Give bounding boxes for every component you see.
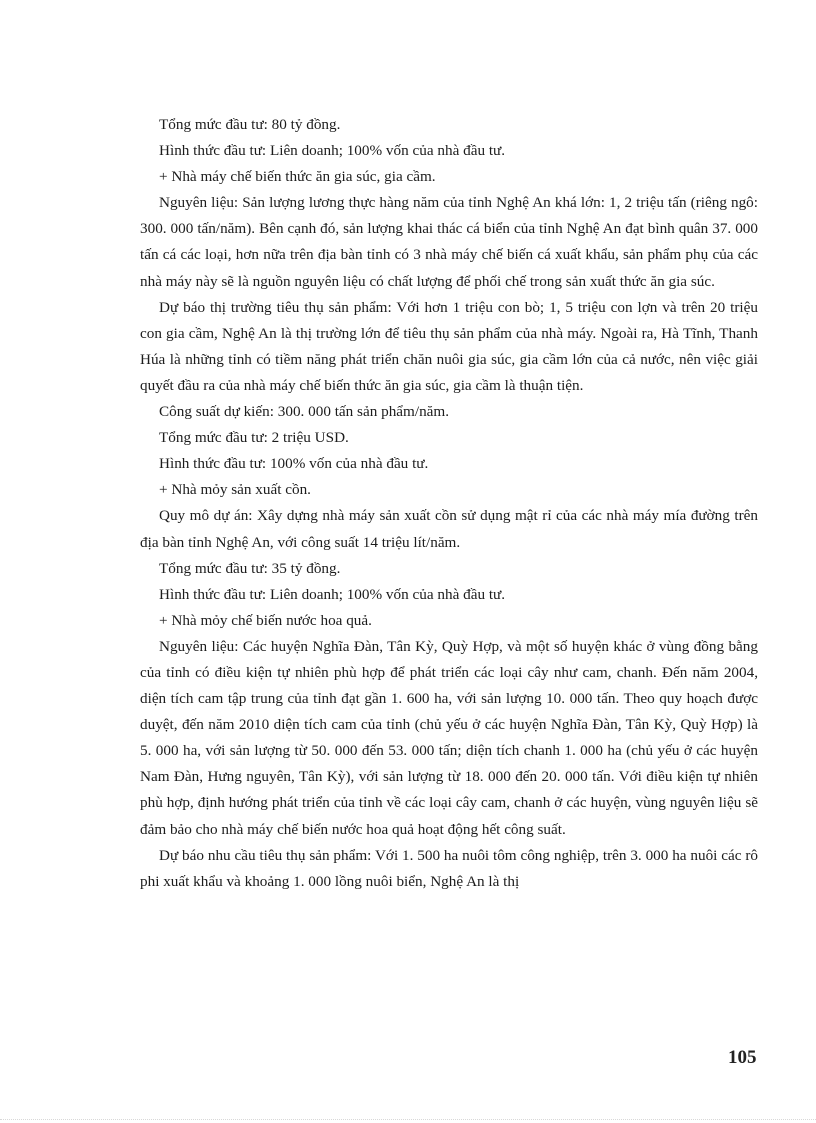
paragraph: Dự báo thị trường tiêu thụ sản phẩm: Với hơn 1 triệu con bò; 1, 5 triệu con lợn và trên 20 triệu con gia cầm, Nghệ An là thị trường lớn để tiêu thụ sản phẩm của nhà máy. Ngoài ra, Hà Tĩnh, Thanh Húa là những tỉnh có tiềm năng phát triển chăn nuôi gia súc, gia cầm lớn của cả nước, nên việc giải quyết đầu ra của nhà máy chế biến thức ăn gia súc, gia cầm là thuận tiện. — [140, 298, 758, 394]
paragraph: Tổng mức đầu tư: 2 triệu USD. — [159, 429, 349, 447]
paragraph: Công suất dự kiến: 300. 000 tấn sản phẩm/năm. — [159, 403, 450, 421]
paragraph: Tổng mức đầu tư: 35 tỷ đồng. — [159, 559, 341, 577]
paragraph: Dự báo nhu cầu tiêu thụ sản phẩm: Với 1. 500 ha nuôi tôm công nghiệp, trên 3. 000 ha nuôi các rô phi xuất khẩu và khoảng 1. 000 lồng nuôi biển, Nghệ An là thị — [140, 846, 758, 890]
paragraph: + Nhà máy chế biến thức ăn gia súc, gia cầm. — [159, 168, 436, 186]
paragraph: Hình thức đầu tư: Liên doanh; 100% vốn của nhà đầu tư. — [159, 585, 506, 603]
paragraph: + Nhà mỏy sản xuất cồn. — [159, 481, 311, 499]
paragraph: + Nhà mỏy chế biến nước hoa quả. — [159, 611, 372, 629]
paragraph: Hình thức đầu tư: Liên doanh; 100% vốn của nhà đầu tư. — [159, 142, 506, 160]
page-number: 105 — [728, 1047, 757, 1068]
paragraph: Nguyên liệu: Sản lượng lương thực hàng năm của tỉnh Nghệ An khá lớn: 1, 2 triệu tấn (riêng ngô: 300. 000 tấn/năm). Bên cạnh đó, sản lượng khai thác cá biển của tỉnh Nghệ An đạt bình quân 37. 000 tấn cá các loại, hơn nữa trên địa bàn tỉnh có 3 nhà máy chế biến cá xuất khẩu, sản phẩm phụ của các nhà máy này sẽ là nguồn nguyên liệu có chất lượng để phối chế trong sản xuất thức ăn gia súc. — [140, 194, 758, 290]
body-text — [140, 112, 758, 895]
paragraph: Hình thức đầu tư: 100% vốn của nhà đầu tư. — [159, 455, 429, 473]
bottom-divider — [0, 1119, 816, 1120]
paragraph: Nguyên liệu: Các huyện Nghĩa Đàn, Tân Kỳ, Quỳ Hợp, và một số huyện khác ở vùng đồng bằng của tỉnh có điều kiện tự nhiên phù hợp để phát triển các loại cây như cam, chanh. Đến năm 2004, diện tích cam tập trung của tỉnh đạt gần 1. 600 ha, với sản lượng 10. 000 tấn. Theo quy hoạch được duyệt, đến năm 2010 diện tích cam của tỉnh (chủ yếu ở các huyện Nghĩa Đàn, Tân Kỳ, Quỳ Hợp) là 5. 000 ha, với sản lượng từ 50. 000 đến 53. 000 tấn; diện tích chanh 1. 000 ha (chủ yếu ở các huyện Nam Đàn, Hưng nguyên, Tân Kỳ), với sản lượng từ 18. 000 đến 20. 000 tấn. Với điều kiện tự nhiên phù hợp, định hướng phát triển của tỉnh về các loại cây cam, chanh ở các huyện, vùng nguyên liệu sẽ đảm bảo cho nhà máy chế biến nước hoa quả hoạt động hết công suất. — [140, 637, 758, 838]
paragraph: Tổng mức đầu tư: 80 tỷ đồng. — [159, 116, 341, 133]
paragraph: Quy mô dự án: Xây dựng nhà máy sản xuất cồn sử dụng mật rỉ của các nhà máy mía đường trên địa bàn tỉnh Nghệ An, với công suất 14 triệu lít/năm. — [140, 507, 758, 551]
